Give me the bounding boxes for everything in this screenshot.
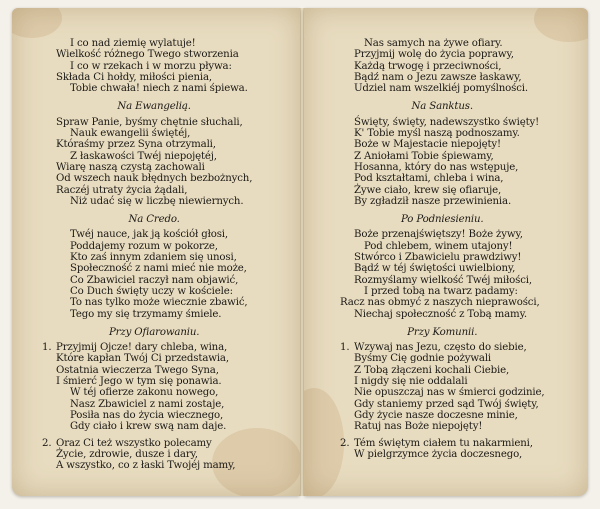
verse-line: Posiła nas do życia wiecznego, xyxy=(70,409,224,421)
verse-line: Rozmyślamy wielkość Twéj miłości, xyxy=(354,274,532,286)
verse-line: Od wszech nauk błędnych bezbożnych, xyxy=(56,173,253,185)
verse-line: Gdy życie nasze doczesne minie, xyxy=(354,409,518,421)
verse-line: Co Zbawiciel raczył nam objawić, xyxy=(70,274,239,286)
verse-line: Ratuj nas Boże niepojęty! xyxy=(354,421,483,433)
verse-line: Niż udać się w liczbę niewiernych. xyxy=(70,195,244,207)
verse-line: K' Tobie myśl naszą podnoszamy. xyxy=(354,128,520,140)
verse-line: Ostatnia wieczerza Twego Syna, xyxy=(56,364,219,376)
left-page xyxy=(12,8,300,496)
verse-line: I śmierć Jego w tym się ponawia. xyxy=(56,376,222,388)
verse-line: Oraz Ci też wszystko polecamy xyxy=(56,437,212,449)
verse-line: Które kapłan Twój Ci przedstawia, xyxy=(56,353,229,365)
stanza-continued xyxy=(340,38,544,94)
verse-line: I nigdy się nie oddalali xyxy=(354,376,468,388)
verse-line: Raczéj utraty życia żądali, xyxy=(56,184,188,196)
stanza-ewangelia xyxy=(56,117,252,207)
verse-line: Wiarę naszą czystą zachowali xyxy=(56,161,205,173)
verse-line: Społeczność z nami mieć nie może, xyxy=(70,263,247,275)
stanza-ofiarowanie-2 xyxy=(42,438,252,472)
verse-line: Żywe ciało, krew się ofiaruje, xyxy=(354,184,502,196)
verse-line: Kto zaś innym zdaniem się unosi, xyxy=(70,252,237,264)
stanza-komunia-1 xyxy=(340,342,544,432)
verse-number: 1. xyxy=(42,342,52,354)
right-page xyxy=(304,8,588,496)
verse-line: Bądź w téj świętości uwielbiony, xyxy=(354,263,516,275)
verse-number: 2. xyxy=(340,437,350,449)
verse-number: 1. xyxy=(340,342,350,354)
verse-line: W téj ofierze zakonu nowego, xyxy=(70,387,219,399)
verse-line: Nauk ewangelii świętéj, xyxy=(70,128,191,140)
section-heading-sanktus: Na Sanktus. xyxy=(411,101,473,113)
verse-line: Składa Ci hołdy, miłości pienia, xyxy=(56,71,212,83)
verse-line: Gdy ciało i krew swą nam daje. xyxy=(70,421,227,433)
verse-line: Przyjmij wolę do życia poprawy, xyxy=(354,49,514,61)
verse-number: 2. xyxy=(42,437,52,449)
verse-line: Z Tobą złączeni kochali Ciebie, xyxy=(354,364,510,376)
verse-line: Byśmy Cię godnie pożywali xyxy=(354,353,492,365)
verse-line: Wielkość różnego Twego stworzenia xyxy=(56,49,239,61)
section-heading-komunia: Przy Komunii. xyxy=(407,326,478,338)
left-text-column xyxy=(42,38,253,472)
verse-line: I przed tobą na twarz padamy: xyxy=(364,285,518,297)
section-heading-credo: Na Credo. xyxy=(128,214,180,226)
verse-line: Hosanna, który do nas wstępuje, xyxy=(354,161,519,173)
verse-line: Wzywaj nas Jezu, często do siebie, xyxy=(354,342,527,354)
verse-line: To nas tylko może wiecznie zbawić, xyxy=(70,297,248,309)
section-heading-ofiarowanie: Przy Ofiarowaniu. xyxy=(108,326,200,338)
verse-line: Boże przenajświętszy! Boże żywy, xyxy=(354,229,523,241)
verse-line: Tego my się trzymamy śmiele. xyxy=(70,308,222,320)
right-text-column xyxy=(340,38,544,460)
verse-line: Tém świętym ciałem tu nakarmieni, xyxy=(354,437,533,449)
section-heading-ewangelia: Na Ewangelią. xyxy=(117,101,191,113)
verse-line: W pielgrzymce życia doczesnego, xyxy=(354,448,523,460)
verse-line: Z Aniołami Tobie śpiewamy, xyxy=(354,150,494,162)
verse-line: Nie opuszczaj nas w śmierci godzinie, xyxy=(354,387,545,399)
verse-line: I co nad ziemię wylatuje! xyxy=(70,38,196,49)
stanza-podniesienie xyxy=(340,229,544,319)
verse-line: Spraw Panie, byśmy chętnie słuchali, xyxy=(56,116,243,128)
paper-stain xyxy=(304,388,344,496)
verse-line: Co Duch święty uczy w kościele: xyxy=(70,285,233,297)
verse-line: Racz nas obmyć z naszych nieprawości, xyxy=(340,297,540,309)
verse-line: Pod kształtami, chleba i wina, xyxy=(354,173,504,185)
paper-stain xyxy=(12,8,62,38)
verse-line: Pod chlebem, winem utajony! xyxy=(364,240,513,252)
verse-line: I co w rzekach i w morzu pływa: xyxy=(70,60,232,72)
verse-line: Życie, zdrowie, dusze i dary, xyxy=(56,448,198,460)
section-heading-podniesienie: Po Podniesieniu. xyxy=(400,214,484,226)
verse-line: Nas samych na żywe ofiary. xyxy=(364,38,503,49)
verse-line: Z łaskawości Twéj niepojętéj, xyxy=(70,150,217,162)
verse-line: Któraśmy przez Syna otrzymali, xyxy=(56,139,216,151)
stanza-intro xyxy=(56,38,252,94)
stanza-ofiarowanie-1 xyxy=(42,342,252,432)
verse-line: Stwórco i Zbawicielu prawdziwy! xyxy=(354,252,522,264)
verse-line: Tobie chwała! niech z nami śpiewa. xyxy=(70,83,248,95)
paper-stain xyxy=(534,8,588,42)
stanza-credo xyxy=(56,229,252,319)
verse-line: Twéj nauce, jak ją kościół głosi, xyxy=(70,229,229,241)
stanza-komunia-2 xyxy=(340,438,544,461)
verse-line: Boże w Majestacie niepojęty! xyxy=(354,139,501,151)
verse-line: By zgładził nasze przewinienia. xyxy=(354,195,512,207)
stanza-sanktus xyxy=(340,117,544,207)
verse-line: Bądź nam o Jezu zawsze łaskawy, xyxy=(354,71,522,83)
verse-line: Przyjmij Ojcze! dary chleba, wina, xyxy=(56,342,228,354)
verse-line: Święty, święty, nadewszystko święty! xyxy=(354,116,540,128)
verse-line: Niechaj społeczność z Tobą mamy. xyxy=(354,308,527,320)
verse-line: Poddajemy rozum w pokorze, xyxy=(70,240,218,252)
verse-line: Udziel nam wszelkiéj pomyślności. xyxy=(354,83,528,95)
verse-line: Gdy staniemy przed sąd Twój święty, xyxy=(354,398,539,410)
verse-line: Każdą trwogę i przeciwności, xyxy=(354,60,502,72)
verse-line: A wszystko, co z łaski Twojéj mamy, xyxy=(56,460,236,472)
verse-line: Nasz Zbawiciel z nami zostaje, xyxy=(70,398,225,410)
